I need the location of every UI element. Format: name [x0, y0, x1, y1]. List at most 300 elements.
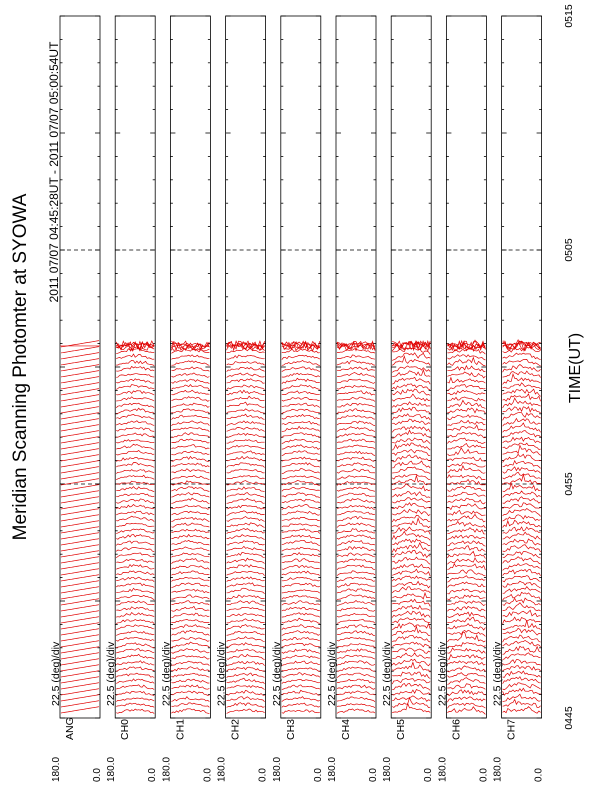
- scan-trace: [227, 451, 265, 455]
- scan-trace: [116, 553, 154, 558]
- scan-trace: [61, 551, 99, 557]
- scan-trace: [282, 655, 320, 659]
- scan-trace: [282, 511, 320, 515]
- scan-trace: [61, 473, 99, 479]
- scan-trace: [116, 457, 154, 461]
- scan-trace: [337, 625, 375, 630]
- scan-trace: [227, 368, 265, 372]
- scan-trace: [171, 409, 209, 413]
- scan-trace: [447, 378, 485, 384]
- scan-trace: [171, 619, 209, 622]
- scan-trace: [61, 401, 99, 407]
- scan-trace: [337, 427, 375, 432]
- scan-trace: [392, 402, 430, 408]
- scan-trace: [447, 492, 485, 497]
- scan-trace: [116, 661, 154, 665]
- scan-trace: [392, 515, 430, 522]
- scan-trace: [171, 511, 209, 515]
- scan-trace: [392, 356, 430, 365]
- scan-trace: [227, 558, 265, 563]
- panel-channel-label: CH0: [119, 718, 132, 740]
- scan-trace: [392, 557, 430, 564]
- scan-trace: [503, 407, 541, 413]
- scan-trace: [227, 643, 265, 648]
- scan-trace: [447, 612, 485, 618]
- scan-trace: [392, 576, 430, 581]
- scan-traces: [60, 340, 541, 715]
- scan-trace: [171, 505, 209, 509]
- scan-trace: [337, 482, 375, 486]
- scan-trace: [392, 648, 430, 653]
- scan-trace: [503, 398, 541, 408]
- scan-trace: [227, 469, 265, 473]
- scan-trace: [392, 531, 430, 540]
- scan-trace: [392, 611, 430, 617]
- scan-trace: [337, 421, 375, 426]
- scan-trace: [116, 374, 154, 378]
- scan-trace: [171, 577, 209, 581]
- scan-trace: [503, 610, 541, 617]
- scan-trace: [61, 575, 99, 581]
- scan-trace: [227, 577, 265, 582]
- scan-trace: [116, 505, 154, 509]
- scan-trace: [282, 487, 320, 491]
- scan-trace: [171, 709, 209, 714]
- panel-scale-label: 22.5 (deg)/div: [491, 641, 504, 706]
- scan-trace: [61, 659, 99, 665]
- scan-trace: [447, 522, 485, 529]
- scan-trace: [392, 430, 430, 438]
- scan-trace: [447, 372, 485, 378]
- panel-ymax-label: 180.0: [106, 756, 118, 782]
- scan-trace: [227, 523, 265, 528]
- scan-trace: [337, 463, 375, 468]
- scan-trace: [116, 654, 154, 659]
- scan-trace: [337, 679, 375, 683]
- scan-trace: [61, 599, 99, 605]
- scan-trace: [116, 673, 154, 677]
- scan-trace: [392, 623, 430, 630]
- scan-trace: [227, 505, 265, 509]
- scan-trace: [171, 433, 209, 438]
- scan-trace: [61, 557, 99, 563]
- scan-trace: [337, 516, 375, 521]
- scan-trace: [503, 389, 541, 396]
- scan-trace: [61, 395, 99, 401]
- traces-ch5: [392, 341, 430, 713]
- scan-trace: [61, 533, 99, 539]
- scan-trace: [447, 541, 485, 546]
- scan-trace: [447, 703, 485, 708]
- scan-trace: [447, 678, 485, 685]
- scan-trace: [227, 373, 265, 377]
- scan-trace: [392, 659, 430, 666]
- scan-trace: [61, 593, 99, 599]
- scan-trace: [503, 365, 541, 373]
- scan-trace: [116, 462, 154, 467]
- scan-trace: [503, 677, 541, 684]
- scan-trace: [116, 494, 154, 497]
- scan-trace: [171, 583, 209, 588]
- scan-trace: [116, 470, 154, 474]
- x-tick-label: 0455: [563, 472, 575, 496]
- scan-trace: [503, 564, 541, 571]
- panel-ch3: [281, 16, 321, 718]
- scan-trace: [282, 553, 320, 558]
- scan-trace: [227, 541, 265, 545]
- scan-trace: [447, 570, 485, 576]
- scan-trace: [171, 540, 209, 545]
- scan-trace: [337, 493, 375, 497]
- scan-trace: [392, 678, 430, 684]
- scan-trace: [282, 673, 320, 678]
- scan-trace: [227, 402, 265, 407]
- scan-trace: [503, 640, 541, 646]
- scan-trace: [61, 569, 99, 575]
- scan-trace: [116, 366, 154, 371]
- scan-trace: [337, 583, 375, 587]
- panel-frame: [281, 16, 321, 718]
- scan-trace: [116, 440, 154, 443]
- scan-trace: [282, 703, 320, 707]
- scan-trace: [171, 493, 209, 498]
- panel-ymin-label: 0.0: [147, 768, 159, 782]
- scan-trace: [447, 707, 485, 715]
- scan-trace: [337, 355, 375, 359]
- scan-trace: [503, 635, 541, 642]
- scan-trace: [503, 688, 541, 695]
- scan-trace: [171, 403, 209, 407]
- scan-trace: [392, 407, 430, 413]
- scan-trace: [447, 385, 485, 391]
- scan-trace: [337, 373, 375, 378]
- scan-trace: [116, 620, 154, 624]
- traces-ch6: [447, 340, 485, 714]
- traces-ch7: [503, 340, 541, 713]
- scan-trace: [227, 498, 265, 503]
- scan-trace: [61, 647, 99, 653]
- scan-trace: [503, 515, 541, 521]
- scan-trace: [282, 426, 320, 431]
- scan-trace: [282, 373, 320, 377]
- scan-trace: [337, 451, 375, 455]
- scan-trace: [282, 649, 320, 653]
- scan-trace: [282, 469, 320, 474]
- scan-trace: [227, 625, 265, 630]
- scan-trace: [392, 449, 430, 455]
- scan-trace: [392, 564, 430, 569]
- scan-trace: [227, 535, 265, 540]
- scan-trace: [61, 521, 99, 527]
- scan-trace: [282, 631, 320, 636]
- scan-trace: [392, 696, 430, 702]
- scan-trace: [392, 419, 430, 425]
- scan-trace: [282, 690, 320, 695]
- scan-trace: [61, 653, 99, 659]
- scan-trace: [116, 360, 154, 365]
- scan-trace: [447, 576, 485, 583]
- scan-trace: [116, 408, 154, 413]
- scan-trace: [171, 595, 209, 599]
- scan-trace: [447, 661, 485, 665]
- scan-trace: [392, 635, 430, 642]
- scan-trace: [61, 383, 99, 389]
- scan-trace: [116, 403, 154, 408]
- scan-trace: [282, 679, 320, 683]
- scan-trace: [227, 493, 265, 498]
- panel-ch7: [502, 16, 542, 718]
- scan-trace: [447, 480, 485, 485]
- chart-title: Meridian Scanning Photomter at SYOWA: [10, 193, 31, 541]
- scan-trace: [116, 548, 154, 552]
- scan-trace: [227, 678, 265, 684]
- scan-trace: [171, 390, 209, 395]
- scan-trace: [116, 613, 154, 618]
- scan-trace: [447, 595, 485, 600]
- scan-trace: [227, 709, 265, 714]
- scan-trace: [503, 660, 541, 665]
- scan-trace: [337, 397, 375, 401]
- panel-frame: [226, 16, 266, 718]
- panel-scale-label: 22.5 (deg)/div: [50, 641, 62, 706]
- scan-trace: [392, 394, 430, 401]
- scan-trace: [171, 553, 209, 557]
- scan-trace: [503, 503, 541, 509]
- scan-trace: [227, 355, 265, 359]
- scan-trace: [447, 420, 485, 425]
- scan-trace: [503, 527, 541, 533]
- scan-trace: [282, 644, 320, 647]
- scan-trace: [337, 691, 375, 695]
- scan-trace: [227, 362, 265, 366]
- scan-trace: [282, 349, 320, 353]
- scan-trace: [337, 361, 375, 366]
- scan-trace: [227, 396, 265, 401]
- panel-channel-label: CH3: [284, 718, 297, 740]
- scan-trace: [116, 516, 154, 521]
- scan-trace: [61, 353, 99, 359]
- scan-trace: [503, 552, 541, 559]
- scan-trace: [116, 379, 154, 383]
- scan-trace: [227, 588, 265, 594]
- scan-trace: [282, 625, 320, 630]
- scan-trace: [282, 565, 320, 569]
- scan-trace: [171, 703, 209, 707]
- scan-trace: [447, 400, 485, 408]
- scan-trace: [503, 383, 541, 389]
- scan-trace: [116, 481, 154, 484]
- scan-trace: [337, 631, 375, 636]
- scan-trace: [61, 443, 99, 449]
- scan-trace: [337, 601, 375, 606]
- scan-trace: [337, 644, 375, 648]
- scan-trace: [116, 703, 154, 707]
- scan-trace: [61, 371, 99, 377]
- scan-trace: [61, 491, 99, 497]
- scan-trace: [227, 571, 265, 575]
- x-tick-label: 0505: [563, 238, 575, 262]
- scan-trace: [503, 437, 541, 443]
- scan-trace: [282, 661, 320, 665]
- scan-trace: [282, 397, 320, 401]
- scan-trace: [227, 601, 265, 606]
- traces-ch4: [337, 341, 375, 713]
- scan-trace: [392, 461, 430, 468]
- scan-trace: [61, 425, 99, 431]
- scan-trace: [61, 581, 99, 587]
- scan-trace: [171, 451, 209, 455]
- scan-trace: [61, 515, 99, 521]
- scan-trace: [447, 504, 485, 510]
- scan-trace: [116, 433, 154, 437]
- scan-trace: [227, 463, 265, 468]
- scan-trace: [227, 614, 265, 617]
- scan-trace: [337, 457, 375, 461]
- scan-trace: [447, 457, 485, 461]
- scan-trace: [61, 629, 99, 635]
- scan-trace: [503, 598, 541, 605]
- scan-trace: [392, 539, 430, 546]
- scan-trace: [116, 415, 154, 420]
- scan-trace: [61, 689, 99, 695]
- scan-trace: [337, 565, 375, 570]
- panel-frame: [502, 16, 542, 718]
- scan-trace: [282, 409, 320, 414]
- scan-trace: [447, 366, 485, 372]
- scan-trace: [171, 439, 209, 443]
- scan-trace: [61, 389, 99, 395]
- scan-trace: [282, 493, 320, 498]
- scan-trace: [116, 397, 154, 401]
- scan-trace: [337, 391, 375, 395]
- x-tick-label: 0515: [563, 4, 575, 28]
- scan-trace: [171, 529, 209, 532]
- scan-trace: [61, 449, 99, 455]
- scan-trace: [116, 451, 154, 456]
- panel-ymin-label: 0.0: [257, 768, 269, 782]
- scan-trace: [116, 475, 154, 479]
- scan-trace: [61, 413, 99, 419]
- scan-trace: [227, 529, 265, 534]
- traces-ch3: [282, 341, 320, 713]
- scan-trace: [282, 524, 320, 527]
- scan-trace: [392, 467, 430, 474]
- scan-trace: [447, 551, 485, 558]
- scan-trace: [337, 649, 375, 653]
- scan-trace: [503, 557, 541, 564]
- scan-trace: [503, 694, 541, 701]
- scan-trace: [171, 642, 209, 648]
- scan-trace: [392, 587, 430, 593]
- scan-trace: [503, 653, 541, 660]
- scan-trace: [171, 613, 209, 618]
- scan-trace: [337, 589, 375, 593]
- scan-trace: [116, 354, 154, 359]
- scan-trace: [503, 532, 541, 539]
- scan-trace: [116, 679, 154, 684]
- scan-trace: [116, 607, 154, 612]
- scan-trace: [227, 379, 265, 384]
- panel-channel-label: CH5: [395, 718, 408, 740]
- scan-trace: [227, 427, 265, 431]
- panel-scale-label: 22.5 (deg)/div: [436, 641, 449, 706]
- scan-trace: [392, 498, 430, 503]
- panel-channel-label: CH6: [450, 718, 463, 740]
- scan-trace: [447, 355, 485, 360]
- axis-labels: [50, 4, 575, 782]
- scan-trace: [447, 582, 485, 588]
- scan-trace: [171, 571, 209, 575]
- scan-trace: [227, 649, 265, 653]
- scan-trace: [337, 667, 375, 671]
- scan-trace: [116, 529, 154, 534]
- scan-trace: [337, 367, 375, 371]
- scan-trace: [337, 487, 375, 491]
- scan-trace: [227, 654, 265, 659]
- scan-trace: [61, 707, 99, 713]
- scan-trace: [282, 385, 320, 390]
- scan-trace: [447, 397, 485, 401]
- scan-trace: [392, 672, 430, 678]
- scan-trace: [503, 666, 541, 671]
- scan-trace: [282, 451, 320, 456]
- scan-trace: [61, 503, 99, 509]
- scan-trace: [392, 426, 430, 432]
- scan-trace: [171, 637, 209, 641]
- traces-ch0: [116, 341, 154, 714]
- scan-trace: [61, 677, 99, 683]
- panel-frame: [170, 16, 210, 718]
- scan-trace: [337, 595, 375, 600]
- panel-ymax-label: 180.0: [271, 756, 283, 782]
- panel-ymin-label: 0.0: [423, 768, 435, 782]
- scan-trace: [171, 445, 209, 449]
- panel-ymin-label: 0.0: [533, 768, 545, 782]
- scan-trace: [447, 535, 485, 539]
- scan-trace: [337, 685, 375, 689]
- scan-trace: [61, 365, 99, 371]
- traces-ang: [60, 341, 100, 713]
- scan-trace: [227, 686, 265, 690]
- scan-trace: [61, 377, 99, 383]
- panel-channel-label: CH1: [174, 718, 187, 740]
- scan-trace: [503, 467, 541, 473]
- scan-trace: [282, 414, 320, 419]
- scan-trace: [282, 476, 320, 480]
- scan-trace: [227, 546, 265, 551]
- scan-trace: [447, 510, 485, 515]
- scan-trace: [447, 617, 485, 623]
- scan-trace: [337, 619, 375, 623]
- scan-trace: [227, 409, 265, 413]
- scan-trace: [503, 576, 541, 582]
- scan-trace: [61, 671, 99, 677]
- scan-trace: [337, 476, 375, 480]
- scan-trace: [116, 631, 154, 635]
- scan-trace: [392, 581, 430, 588]
- scan-trace: [503, 454, 541, 462]
- scan-trace: [337, 529, 375, 534]
- scan-trace: [337, 511, 375, 515]
- scan-trace: [447, 498, 485, 504]
- scan-trace: [61, 479, 99, 485]
- scan-trace: [171, 385, 209, 390]
- panel-ymax-label: 180.0: [327, 756, 338, 782]
- scan-trace: [227, 390, 265, 395]
- scan-trace: [171, 469, 209, 473]
- scan-trace: [447, 514, 485, 522]
- scan-trace: [392, 484, 430, 491]
